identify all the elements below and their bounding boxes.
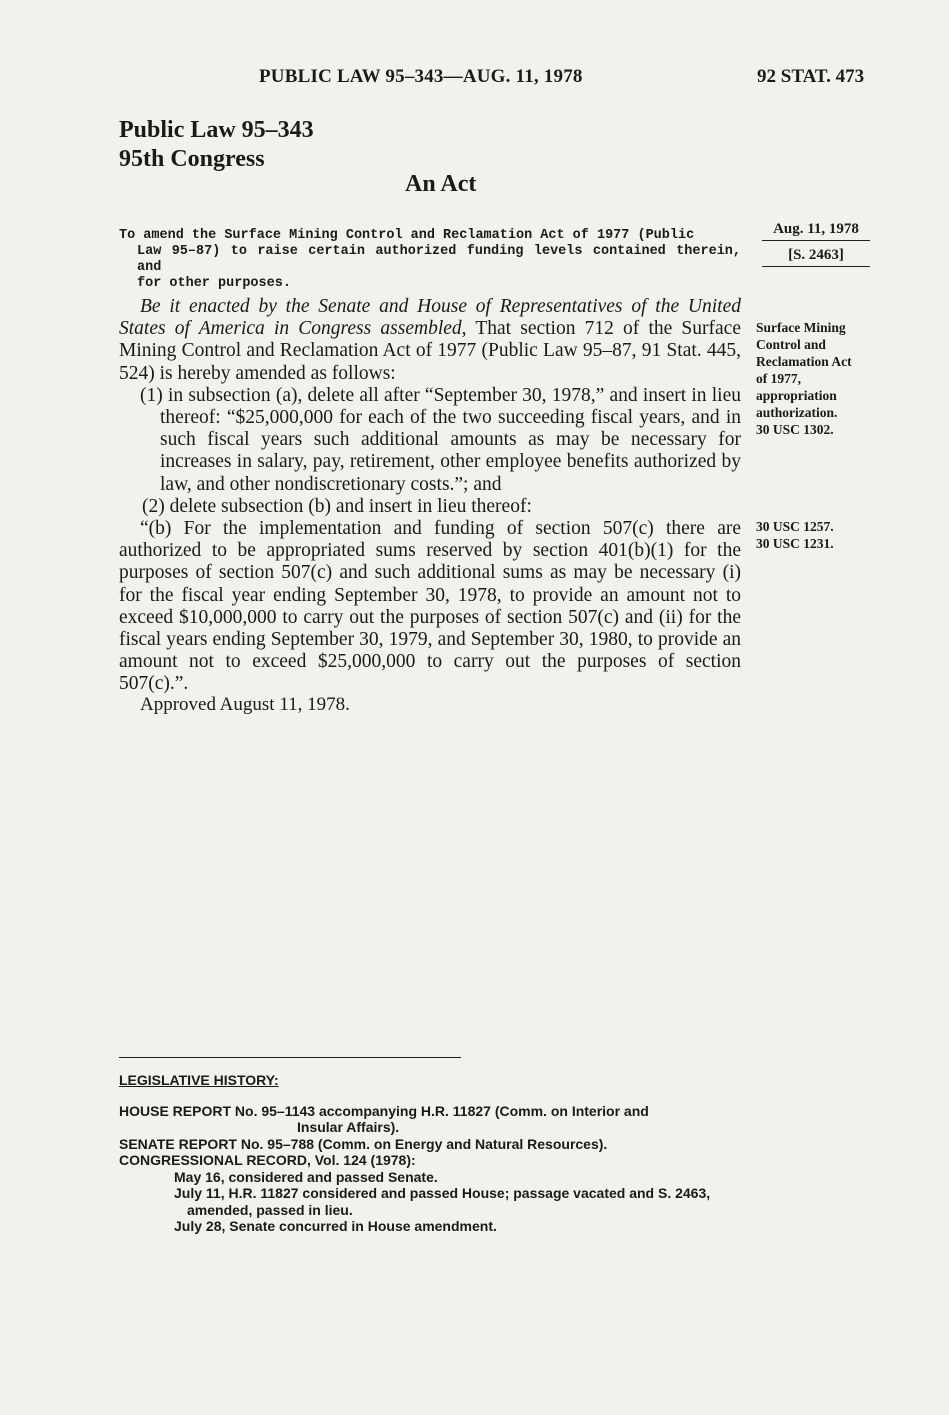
margin-note-line: 30 USC 1231. [756,536,834,551]
congressional-record: CONGRESSIONAL RECORD, Vol. 124 (1978): [119,1152,416,1168]
house-report-cont: Insular Affairs). [297,1119,400,1135]
congress: 95th Congress [119,146,265,172]
history-entry: July 28, Senate concurred in House amendment. [174,1218,497,1234]
margin-note-line: of 1977, [756,371,801,386]
act-label: An Act [405,171,477,197]
margin-note-line: 30 USC 1302. [756,422,834,437]
legislative-history-heading: LEGISLATIVE HISTORY: [119,1072,279,1088]
footnote-divider [119,1057,461,1058]
history-entry: July 11, H.R. 11827 considered and passed House; passage vacated and S. 2463, [174,1185,711,1201]
margin-note-line: Control and [756,337,826,352]
margin-note-line: Reclamation Act [756,354,852,369]
amendment-item-2: (2) delete subsection (b) and insert in lieu thereof: [142,495,532,517]
purpose-line: for other purposes. [137,276,291,291]
margin-note-line: authorization. [756,405,838,420]
act-body [119,296,741,696]
enacting-formula: Be it enacted by the Senate and House of Representatives of the United States of America in Congress assembled [119,296,741,340]
page-number: 92 STAT. 473 [757,66,865,87]
enactment-date-note [762,221,870,267]
margin-note-line: appropriation [756,388,837,403]
purpose-clause [119,228,741,292]
margin-note-line: 30 USC 1257. [756,519,834,534]
approval-date: Approved August 11, 1978. [140,694,350,715]
law-title [119,116,314,174]
margin-note-authorization [756,319,852,438]
quoted-subsection: “(b) For the implementation and funding of section 507(c) there are authorized to be appropriated sums reserved by section 401(b)(1) for the purposes of section 507(c) and such additional sums as may be necessary (i) for the fiscal year ending September 30, 1978, to provide an amount not to exceed $10,000,000 to carry out the purposes of section 507(c) and (ii) for the fiscal years ending September 30, 1979, and September 30, 1980, to provide an amount not to exceed $25,000,000 to carry out the purposes of section 507(c).”. [119,518,741,695]
enacting-text: , That section 712 of the Surface Mining Control and Reclamation Act of 1977 (Public Law 95–87, 91 Stat. 445, 524) is hereby amended as follows: [119,318,741,384]
margin-note-usc [756,518,834,552]
enacting-clause [119,296,741,385]
history-entry: May 16, considered and passed Senate. [174,1168,438,1185]
margin-note-line: Surface Mining [756,320,846,335]
bill-number: [S. 2463] [762,247,870,267]
legislative-history [119,1072,749,1235]
running-header: PUBLIC LAW 95–343—AUG. 11, 1978 [259,66,583,87]
history-entry-cont: amended, passed in lieu. [187,1201,353,1218]
purpose-line: To amend the Surface Mining Control and Reclamation Act of 1977 (Public [119,228,695,243]
senate-report: SENATE REPORT No. 95–788 (Comm. on Energy and Natural Resources). [119,1135,608,1152]
enactment-date: Aug. 11, 1978 [762,221,870,241]
purpose-line: Law 95–87) to raise certain authorized funding levels contained therein, and [137,244,741,275]
amendment-item-1: (1) in subsection (a), delete all after “September 30, 1978,” and insert in lieu thereof: “$25,000,000 for each of the two succeeding fiscal years, and in such fiscal years such additional amounts as may be necessary for increases in salary, pay, retirement, other employee benefits authorized by law, and other nondiscretionary costs.”; and [140,384,741,495]
law-number: Public Law 95–343 [119,117,314,143]
house-report: HOUSE REPORT No. 95–1143 accompanying H.R. 11827 (Comm. on Interior and [119,1102,649,1119]
